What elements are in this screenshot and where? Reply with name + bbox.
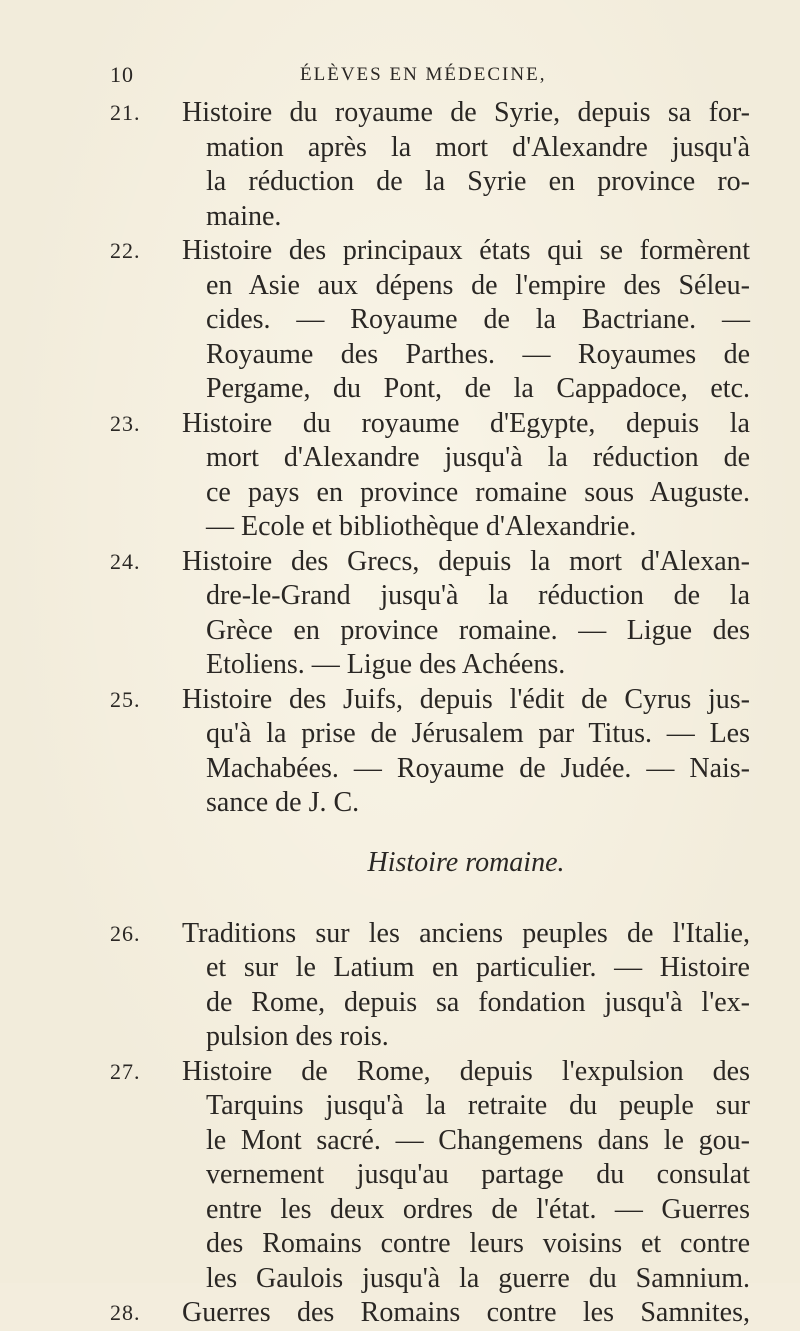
entry-number: 25. bbox=[110, 686, 141, 712]
entry-27 bbox=[110, 1055, 750, 1297]
entry-number: 28. bbox=[110, 1300, 141, 1325]
page-number: 10 bbox=[110, 62, 134, 87]
entry-number: 27. bbox=[110, 1058, 141, 1084]
entry-line: pulsion des rois. bbox=[206, 1021, 389, 1052]
entry-line: Histoire du royaume de Syrie, depuis sa for- bbox=[182, 97, 750, 128]
entry-line: Histoire des principaux états qui se formèrent bbox=[182, 235, 750, 266]
entry-line: en Asie aux dépens de l'empire des Séleu- bbox=[206, 269, 750, 301]
entry-number: 26. bbox=[110, 920, 141, 946]
entry-line: cides. — Royaume de la Bactriane. — bbox=[206, 304, 750, 335]
entry-number: 21. bbox=[110, 100, 141, 125]
entry-line: vernement jusqu'au partage du consulat bbox=[206, 1159, 750, 1190]
entry-line: Histoire du royaume d'Egypte, depuis la bbox=[182, 407, 750, 439]
entry-line: des Romains contre leurs voisins et contre bbox=[206, 1228, 750, 1259]
entry-line: Guerres des Romains contre les Samnites, bbox=[182, 1297, 750, 1328]
entry-line: la réduction de la Syrie en province ro- bbox=[206, 166, 750, 197]
entry-line: le Mont sacré. — Changemens dans le gou- bbox=[206, 1124, 750, 1156]
entry-line: Tarquins jusqu'à la retraite du peuple sur bbox=[206, 1090, 750, 1121]
entry-line: dre-le-Grand jusqu'à la réduction de la bbox=[206, 580, 750, 611]
entry-line: Machabées. — Royaume de Judée. — Nais- bbox=[206, 752, 750, 784]
entry-number: 22. bbox=[110, 238, 141, 263]
entry-line: qu'à la prise de Jérusalem par Titus. — Les bbox=[206, 718, 750, 749]
entry-line: Etoliens. — Ligue des Achéens. bbox=[206, 649, 566, 680]
entry-line: mation après la mort d'Alexandre jusqu'à bbox=[206, 131, 750, 163]
entry-line: Histoire de Rome, depuis l'expulsion des bbox=[182, 1055, 750, 1087]
entry-line: — Ecole et bibliothèque d'Alexandrie. bbox=[206, 511, 637, 542]
entry-24 bbox=[110, 545, 750, 683]
entry-line: Histoire des Grecs, depuis la mort d'Alexan- bbox=[182, 545, 750, 577]
entry-line: les Gaulois jusqu'à la guerre du Samnium. bbox=[206, 1262, 750, 1294]
entry-line: et sur le Latium en particulier. — Histoire bbox=[206, 952, 750, 983]
entry-28 bbox=[110, 1296, 750, 1331]
entry-line: de Rome, depuis sa fondation jusqu'à l'ex- bbox=[206, 986, 750, 1018]
entry-23 bbox=[110, 407, 750, 545]
entry-number: 24. bbox=[110, 548, 141, 574]
section-title: Histoire romaine. bbox=[367, 846, 565, 878]
running-title: ÉLÈVES EN MÉDECINE, bbox=[300, 64, 547, 85]
entry-line: ce pays en province romaine sous Auguste. bbox=[206, 476, 750, 508]
entry-line: Traditions sur les anciens peuples de l'Italie, bbox=[182, 917, 750, 949]
entry-line: Histoire des Juifs, depuis l'édit de Cyrus jus- bbox=[182, 683, 750, 715]
entry-line: Grèce en province romaine. — Ligue des bbox=[206, 614, 750, 646]
entry-25 bbox=[110, 683, 750, 821]
running-head bbox=[110, 62, 750, 92]
entry-line: Pergame, du Pont, de la Cappadoce, etc. bbox=[206, 373, 750, 404]
entry-line: mort d'Alexandre jusqu'à la réduction de bbox=[206, 442, 750, 473]
entry-26 bbox=[110, 917, 750, 1055]
entry-list bbox=[110, 96, 750, 1331]
entry-line: sance de J. C. bbox=[206, 787, 360, 818]
entry-number: 23. bbox=[110, 410, 141, 436]
entry-22 bbox=[110, 234, 750, 407]
entry-line: maine. bbox=[206, 200, 282, 232]
entry-line: Royaume des Parthes. — Royaumes de bbox=[206, 338, 750, 370]
entry-line: entre les deux ordres de l'état. — Guerres bbox=[206, 1193, 750, 1225]
entry-21 bbox=[110, 96, 750, 234]
